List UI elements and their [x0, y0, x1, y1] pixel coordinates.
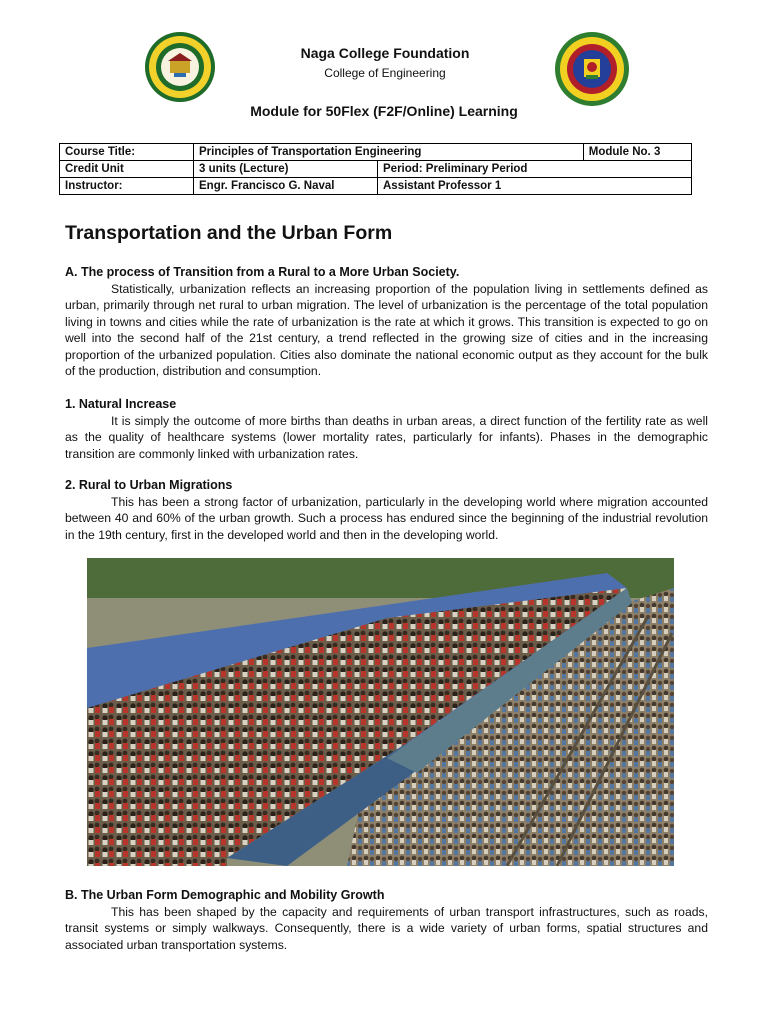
instructor-label: Instructor:	[60, 178, 194, 195]
natural-increase-heading: 1. Natural Increase	[65, 397, 177, 411]
table-row	[60, 161, 692, 178]
credit-unit-label: Credit Unit	[60, 161, 194, 178]
section-a-paragraph: Statistically, urbanization reflects an increasing proportion of the population living in settlements defined as urban, primarily through net rural to urban migration. The level of urbanization is the percentage of the total population living in towns and cities while the rate of urbanization is the rate at which it grows. This transition is expected to go on well into the second half of the 21st century, a trend reflected in the growing size of cities and in the increasing proportion of the urbanized population. Cities also dominate the national economic output as they account for the bulk of the production, distribution and consumption.	[65, 282, 708, 379]
table-row	[60, 178, 692, 195]
credit-unit-value: 3 units (Lecture)	[194, 161, 378, 178]
natural-increase-paragraph: It is simply the outcome of more births than deaths in urban areas, a direct function of the fertility rate as well as the quality of healthcare systems (lower mortality rates, particularly for infants). Phases in the demographic transition are commonly linked with urbanization rates.	[65, 414, 708, 461]
section-b-heading: B. The Urban Form Demographic and Mobility Growth	[65, 888, 385, 902]
instructor-value: Engr. Francisco G. Naval	[194, 178, 378, 195]
section-a-heading: A. The process of Transition from a Rural to a More Urban Society.	[65, 265, 460, 279]
course-title-label: Course Title:	[60, 144, 194, 161]
crowded-train-photo	[87, 558, 674, 866]
table-row	[60, 144, 692, 161]
instructor-rank: Assistant Professor 1	[378, 178, 692, 195]
college-of-engineering-seal-logo	[554, 31, 626, 103]
rural-urban-migration-paragraph: This has been a strong factor of urbanization, particularly in the developing world where migration accounted between 40 and 60% of the urban growth. Such a process has endured since the beginning of the industrial revolution in the 19th century, first in the developed world and then in the developing world.	[65, 495, 708, 542]
department-name: College of Engineering	[324, 66, 446, 80]
rural-urban-migration-heading: 2. Rural to Urban Migrations	[65, 478, 233, 492]
period-value: Period: Preliminary Period	[378, 161, 692, 178]
module-number: Module No. 3	[583, 144, 691, 161]
course-info-table	[59, 143, 692, 195]
course-title-value: Principles of Transportation Engineering	[194, 144, 584, 161]
module-title: Module for 50Flex (F2F/Online) Learning	[250, 103, 518, 119]
institution-name: Naga College Foundation	[300, 45, 470, 61]
section-b-paragraph: This has been shaped by the capacity and requirements of urban transport infrastructures, such as roads, transit systems or simply walkways. Consequently, there is a wide variety of urban forms, spatial structures and associated urban transportation systems.	[65, 905, 708, 952]
document-title: Transportation and the Urban Form	[65, 222, 393, 244]
naga-college-seal-logo	[144, 31, 216, 103]
